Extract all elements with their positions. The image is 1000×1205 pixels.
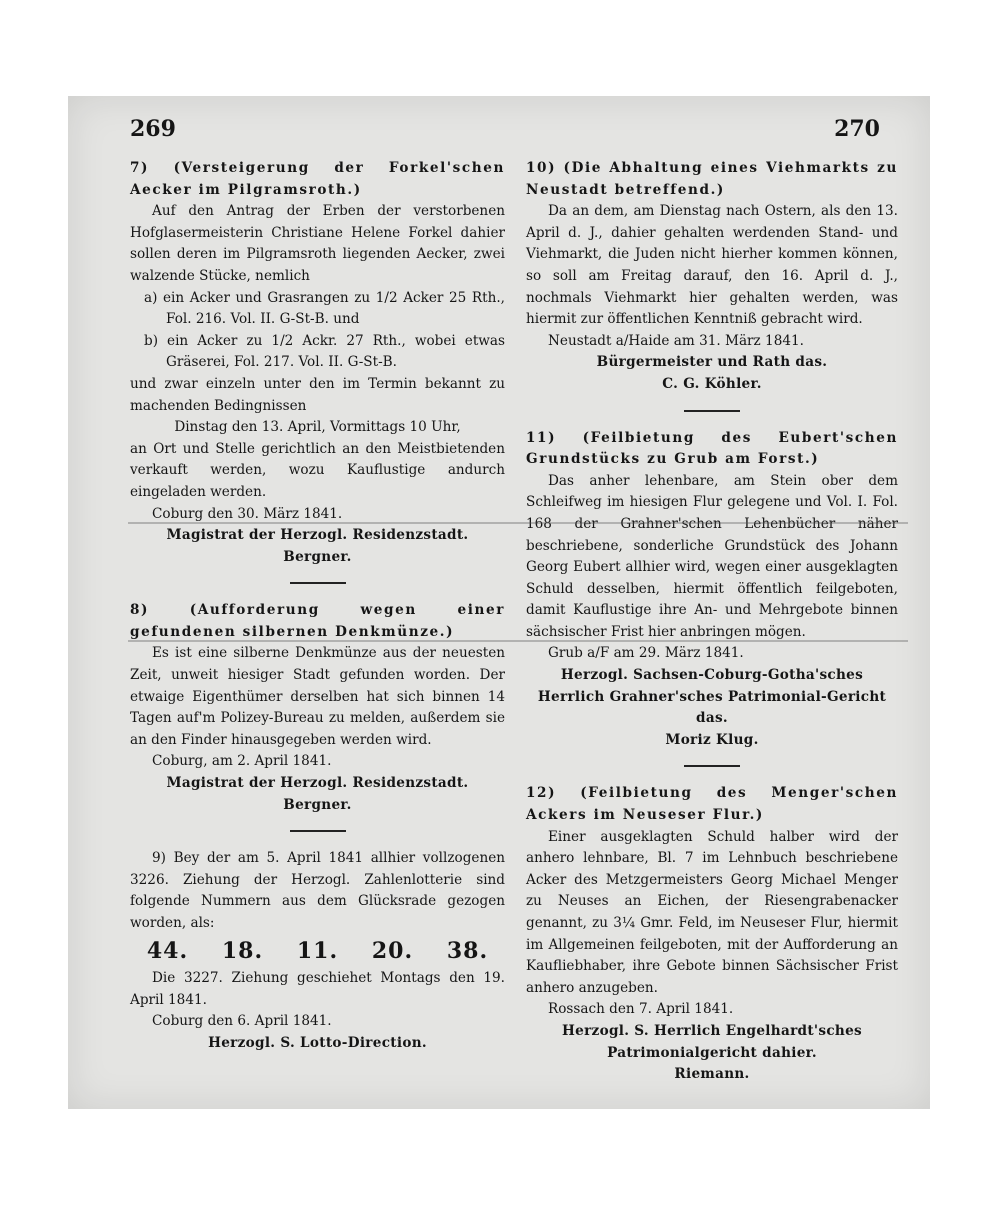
section-divider [290,830,346,832]
notice-12-signer: Riemann. [674,1066,750,1083]
lottery-number: 38. [446,937,489,964]
lottery-number: 11. [296,937,339,964]
notice-7-item-b: b) ein Acker zu 1/2 Ackr. 27 Rth., wobei etwas Gräserei, Fol. 217. Vol. II. G-St-B. [144,332,505,371]
scanned-page [68,96,930,1109]
notice-11-body: Das anher lehenbare, am Stein ober dem Schleifweg im hiesigen Flur gelegene und Vol. I. Fol. 168 der Grahner'schen Lehenbücher näher beschriebene, sonderliche Grundstück des Johann Georg Eubert allhier wird, wegen einer ausgeklagten Schuld desselben, hiermit öffentlich feilgeboten, damit Kauflustige ihre An- und Mehrgebote binnen sächsischer Frist hier anbringen mögen. [526,472,898,640]
scan-artifact-line [128,522,908,524]
notice-10-signer: C. G. Köhler. [662,375,762,392]
notice-7-heading: 7) (Versteigerung der Forkel'schen Aecker im Pilgramsroth.) [130,160,505,198]
notice-7-place-date: Coburg den 30. März 1841. [152,505,343,522]
notice-7-item-a: a) ein Acker und Grasrangen zu 1/2 Acker 25 Rth., Fol. 216. Vol. II. G-St-B. und [144,289,505,328]
lottery-numbers [130,937,505,964]
notice-12-heading: 12) (Feilbietung des Menger'schen Ackers im Neuseser Flur.) [526,785,898,824]
notice-7-date: Dinstag den 13. April, Vormittags 10 Uhr, [174,419,461,436]
notice-7-body: Auf den Antrag der Erben der verstorbenen Hofglasermeisterin Christiane Helene Forkel dahier sollen deren im Pilgramsroth liegenden Aecker, zwei walzende Stücke, nemlich [130,203,505,284]
notice-11-place-date: Grub a/F am 29. März 1841. [548,645,744,662]
right-column [526,158,898,1086]
notice-11-heading: 11) (Feilbietung des Eubert'schen Grundstücks zu Grub am Forst.) [526,429,898,468]
notice-12-place-date: Rossach den 7. April 1841. [548,1001,734,1018]
notice-12-authority: Herzogl. S. Herrlich Engelhardt'sches Patrimonialgericht dahier. [562,1022,862,1061]
section-divider [290,582,346,584]
notice-8-place-date: Coburg, am 2. April 1841. [152,753,332,770]
notice-7-signer: Bergner. [283,548,352,565]
page-number-right: 270 [834,116,880,142]
page-number-left: 269 [130,116,176,142]
notice-9-body: 9) Bey der am 5. April 1841 allhier vollzogenen 3226. Ziehung der Herzogl. Zahlenlotterie sind folgende Nummern aus dem Glücksrade gezogen worden, als: [130,850,505,931]
notice-12-body: Einer ausgeklagten Schuld halber wird der anhero lehnbare, Bl. 7 im Lehnbuch beschriebene Acker des Metzgermeisters Georg Michael Menger zu Neuses an Eichen, der Riesengrabenacker genannt, zu 3¼ Gmr. Feld, im Neuseser Flur, hiermit im Allgemeinen feilgeboten, mit der Aufforderung an Kaufliebhaber, ihre Gebote binnen Sächsischer Frist anhero anzugeben. [526,828,898,996]
notice-10-body: Da an dem, am Dienstag nach Ostern, als den 13. April d. J., dahier gehalten werdenden Stand- und Viehmarkt, die Juden nicht hierher kommen können, so soll am Freitag darauf, den 16. April d. J., nochmals Viehmarkt hier gehalten werden, was hiermit zur öffentlichen Kenntniß gebracht wird. [526,203,898,328]
notice-9-authority: Herzogl. S. Lotto-Direction. [208,1034,427,1051]
notice-11-authority: Herzogl. Sachsen-Coburg-Gotha'sches Herrlich Grahner'sches Patrimonial-Gericht das. [537,667,887,727]
lottery-number: 20. [371,937,414,964]
left-column [130,158,505,1055]
notice-7-authority: Magistrat der Herzogl. Residenzstadt. [166,527,469,544]
notice-10-heading: 10) (Die Abhaltung eines Viehmarkts zu Neustadt betreffend.) [526,160,898,198]
section-divider [684,410,740,412]
notice-8-heading: 8) (Aufforderung wegen einer gefundenen silbernen Denkmünze.) [130,602,505,640]
notice-7-body-3: an Ort und Stelle gerichtlich an den Meistbietenden verkauft werden, wozu Kauflustige andurch eingeladen werden. [130,440,505,500]
notice-8-body: Es ist eine silberne Denkmünze aus der neuesten Zeit, unweit hiesiger Stadt gefunden worden. Der etwaige Eigenthümer derselben hat sich binnen 14 Tagen auf'm Polizey-Bureau zu melden, außerdem sie an den Finder hinausgegeben werden wird. [130,645,505,748]
lottery-number: 44. [146,937,189,964]
section-divider [684,765,740,767]
notice-10-authority: Bürgermeister und Rath das. [596,354,828,371]
notice-11-signer: Moriz Klug. [665,731,759,748]
notice-10-place-date: Neustadt a/Haide am 31. März 1841. [548,332,804,349]
notice-7-body-2: und zwar einzeln unter den im Termin bekannt zu machenden Bedingnissen [130,375,505,414]
notice-9-body-2: Die 3227. Ziehung geschiehet Montags den 19. April 1841. [130,970,505,1008]
scan-artifact-line [128,640,908,642]
notice-8-signer: Bergner. [283,796,352,813]
notice-9-place-date: Coburg den 6. April 1841. [152,1013,332,1030]
notice-8-authority: Magistrat der Herzogl. Residenzstadt. [166,775,469,792]
lottery-number: 18. [221,937,264,964]
